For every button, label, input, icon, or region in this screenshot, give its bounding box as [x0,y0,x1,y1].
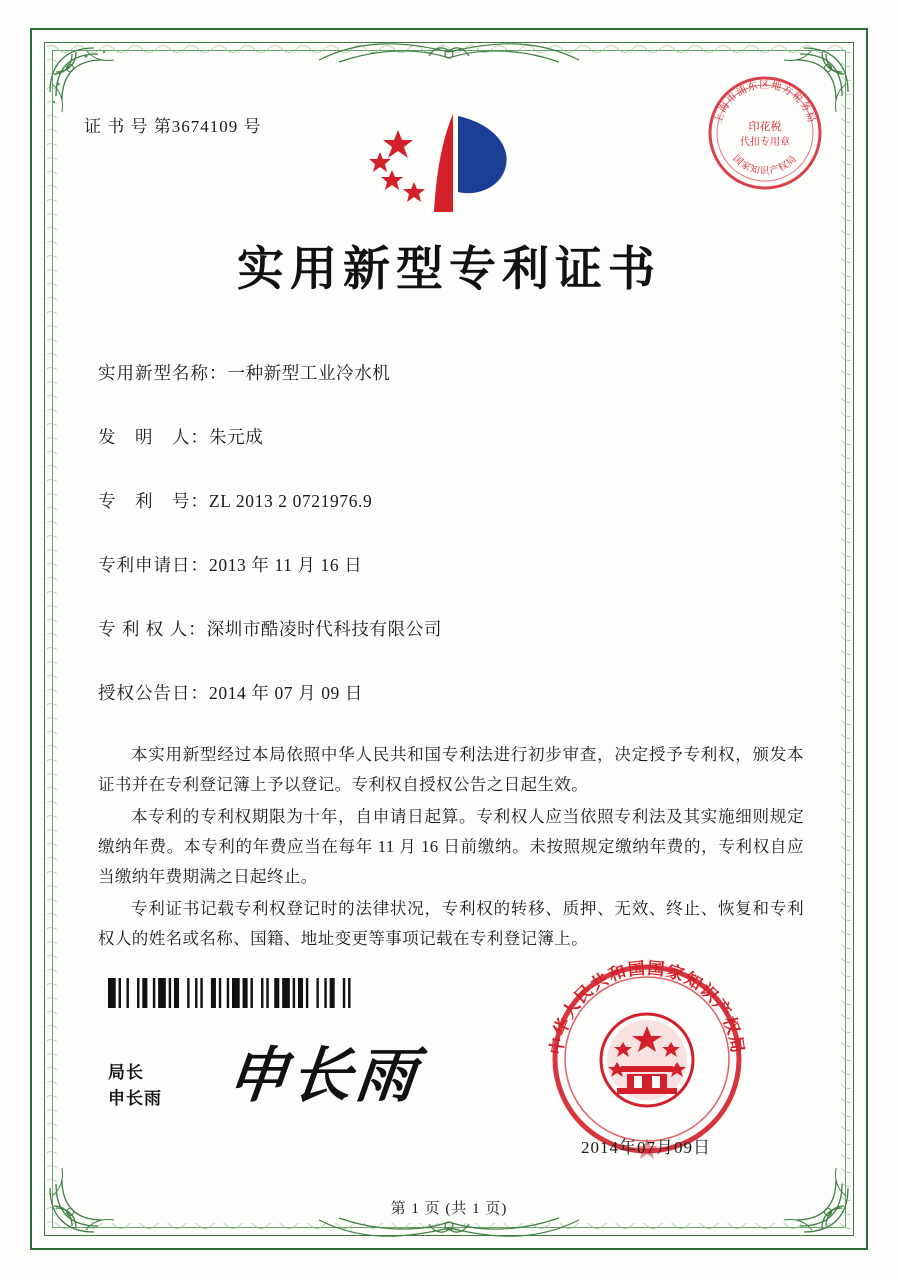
field-value: ZL 2013 2 0721976.9 [209,491,373,511]
paragraph-3: 专利证书记载专利权登记时的法律状况，专利权的转移、质押、无效、终止、恢复和专利权人的姓名或名称、国籍、地址变更等事项记载在专利登记簿上。 [98,899,804,948]
field-value: 2013 年 11 月 16 日 [209,555,363,575]
seal-national [544,956,750,1162]
field-label: 授权公告日： [98,683,209,703]
field-patentee [98,616,808,641]
seal-date: 2014年07月09日 [581,1138,711,1157]
svg-text:中华人民共和国国家知识产权局: 中华人民共和国国家知识产权局 [546,958,748,1056]
field-grant-date [98,680,808,705]
body-text [98,740,804,956]
page-footer: 第 1 页 (共 1 页) [390,1201,508,1217]
field-label: 发 明 人： [98,427,209,447]
stamp-tax-seal [704,72,826,194]
field-invention-name [98,360,808,385]
signature-role: 局长 [108,1063,144,1082]
barcode [108,978,356,1008]
paragraph-1: 本实用新型经过本局依照中华人民共和国专利法进行初步审查，决定授予专利权，颁发本证书并在专利登记簿上予以登记。专利权自授权公告之日起生效。 [98,745,804,794]
svg-text:代扣专用章: 代扣专用章 [740,137,790,148]
svg-text:印花税: 印花税 [748,120,782,133]
svg-text:国家知识产权局: 国家知识产权局 [730,153,800,177]
field-value: 深圳市酷凌时代科技有限公司 [206,619,442,639]
signature-handwriting-text: 申长雨 [223,1041,424,1111]
field-value: 朱元成 [209,427,264,447]
paragraph-2: 本专利的专利权期限为十年，自申请日起算。专利权人应当依照专利法及其实施细则规定缴纳年费。本专利的年费应当在每年 11 月 16 日前缴纳。未按照规定缴纳年费的，专利权自应当缴纳年费期满之日起终止。 [98,807,804,886]
field-value: 2014 年 07 月 09 日 [209,683,363,703]
page-title: 实用新型专利证书 [237,242,661,297]
field-label: 实用新型名称： [98,363,228,383]
sipo-logo-icon [354,108,544,218]
signature-label [108,1060,162,1112]
field-label: 专利申请日： [98,555,209,575]
certificate-number: 证 书 号 第3674109 号 [84,117,262,136]
signature-handwriting [223,1028,498,1133]
field-label: 专 利 权 人： [98,619,207,639]
signature-name: 申长雨 [108,1089,162,1108]
field-patent-number [98,488,808,513]
field-label: 专 利 号： [98,491,209,511]
svg-text:上海市浦东区地方税务局: 上海市浦东区地方税务局 [712,80,818,125]
fields-block [98,360,808,744]
field-application-date [98,552,808,577]
field-value: 一种新型工业冷水机 [227,363,391,383]
field-inventor [98,424,808,449]
